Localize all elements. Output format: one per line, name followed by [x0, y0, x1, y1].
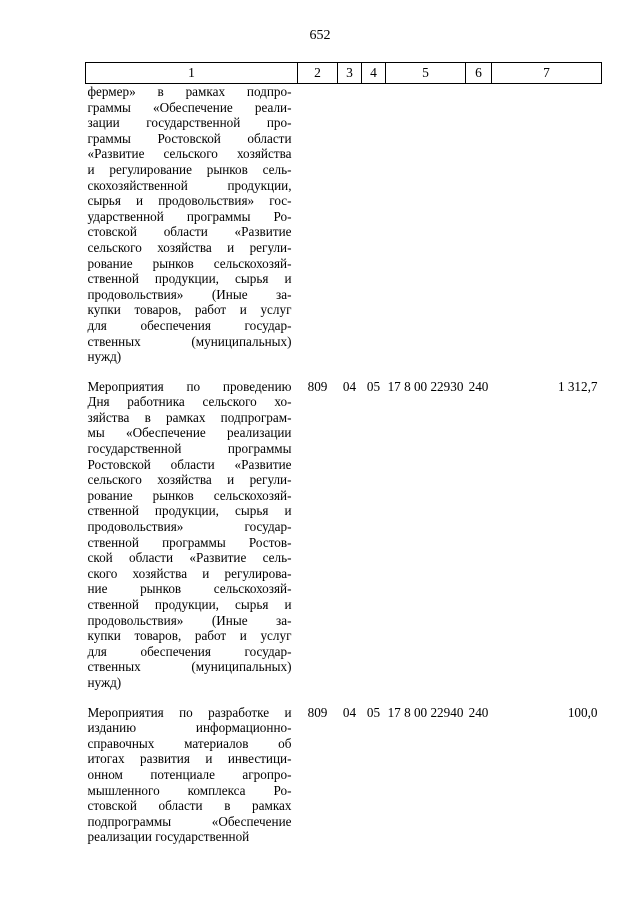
- description-line: для обеспечения государ-: [87, 643, 292, 659]
- cell-target-article: 17 8 00 22940: [387, 704, 464, 720]
- table-body: [86, 84, 602, 845]
- description-line: ственной продукции, сырья и: [87, 271, 292, 287]
- row-spacer: [86, 365, 602, 379]
- header-col-5: 5: [386, 63, 466, 84]
- row-description: [86, 705, 298, 845]
- cell-amount: 1 312,7: [557, 378, 598, 394]
- description-line: Мероприятия по разработке и: [87, 704, 292, 720]
- description-line: сельского хозяйства и регули-: [87, 239, 292, 255]
- description-line: Дня работника сельского хо-: [87, 394, 292, 410]
- cell-target-article: [386, 84, 466, 365]
- description-line: изданию информационно-: [87, 720, 292, 736]
- description-line: нужд): [87, 674, 122, 690]
- table-row: [86, 379, 602, 691]
- description-line: мышленного комплекса Ро-: [87, 782, 292, 798]
- description-line: зации государственной про-: [87, 115, 292, 131]
- cell-department: 809: [307, 378, 328, 394]
- header-col-4: 4: [362, 63, 386, 84]
- row-spacer-cell: [86, 365, 602, 379]
- description-line: ственной программы Ростов-: [87, 534, 292, 550]
- description-line: сырья и продовольствия» гос-: [87, 193, 292, 209]
- description-line: для обеспечения государ-: [87, 317, 292, 333]
- description-line: купки товаров, работ и услуг: [87, 628, 292, 644]
- cell-subsection: [362, 84, 386, 365]
- cell-expense-type: [466, 84, 492, 365]
- description-line: ственных (муниципальных): [87, 333, 292, 349]
- row-spacer-cell: [86, 691, 602, 705]
- header-col-7: 7: [492, 63, 602, 84]
- description-line: итогах развития и инвестици-: [87, 751, 292, 767]
- budget-table: [85, 62, 602, 845]
- description-line: подпрограммы «Обеспечение: [87, 813, 292, 829]
- description-line: стовской области «Развитие: [87, 224, 292, 240]
- cell-section: [338, 84, 362, 365]
- header-col-3: 3: [338, 63, 362, 84]
- description-line: стовской области в рамках: [87, 798, 292, 814]
- cell-expense-type: 240: [468, 704, 489, 720]
- cell-department: 809: [307, 704, 328, 720]
- description-line: продовольствия» (Иные за-: [87, 286, 292, 302]
- cell-target-article: 17 8 00 22930: [387, 378, 464, 394]
- description-line: ственной продукции, сырья и: [87, 503, 292, 519]
- cell-subsection: 05: [366, 378, 381, 394]
- header-col-6: 6: [466, 63, 492, 84]
- page-number: 652: [309, 28, 331, 43]
- row-description: [86, 84, 298, 365]
- description-line: Мероприятия по проведению: [87, 378, 292, 394]
- description-line: ударственной программы Ро-: [87, 208, 292, 224]
- description-line: рование рынков сельскохозяй-: [87, 255, 292, 271]
- description-line: фермер» в рамках подпро-: [87, 84, 292, 99]
- description-line: ской области «Развитие сель-: [87, 550, 292, 566]
- description-line: ние рынков сельскохозяй-: [87, 581, 292, 597]
- description-line: и регулирование рынков сель-: [87, 161, 292, 177]
- cell-department: [298, 84, 338, 365]
- description-line: справочных материалов об: [87, 735, 292, 751]
- description-line: ственной продукции, сырья и: [87, 597, 292, 612]
- description-line: зяйства в рамках подпрограм-: [87, 409, 292, 425]
- description-line: граммы «Обеспечение реали-: [87, 99, 292, 115]
- table-row: [86, 705, 602, 845]
- description-line: реализации государственной: [87, 829, 250, 845]
- cell-subsection: 05: [366, 704, 381, 720]
- table-row: [86, 84, 602, 365]
- description-line: онном потенциале агропро-: [87, 766, 292, 782]
- description-line: рование рынков сельскохозяй-: [87, 487, 292, 503]
- cell-expense-type: 240: [468, 378, 489, 394]
- description-line: продовольствия» государ-: [87, 519, 292, 535]
- cell-amount: [492, 84, 602, 365]
- description-line: скохозяйственной продукции,: [87, 177, 292, 193]
- header-col-2: 2: [298, 63, 338, 84]
- row-spacer: [86, 691, 602, 705]
- description-line: Ростовской области «Развитие: [87, 456, 292, 472]
- header-row: [86, 63, 602, 84]
- description-line: ственных (муниципальных): [87, 659, 292, 675]
- description-line: граммы Ростовской области: [87, 130, 292, 146]
- description-line: продовольствия» (Иные за-: [87, 612, 292, 628]
- description-line: «Развитие сельского хозяйства: [87, 146, 292, 162]
- description-line: ского хозяйства и регулирова-: [87, 565, 292, 581]
- description-line: государственной программы: [87, 441, 292, 457]
- description-line: сельского хозяйства и регули-: [87, 472, 292, 488]
- cell-section: 04: [342, 704, 357, 720]
- description-line: купки товаров, работ и услуг: [87, 302, 292, 318]
- row-description: [86, 379, 298, 691]
- header-col-1: 1: [86, 63, 298, 84]
- description-line: мы «Обеспечение реализации: [87, 425, 292, 441]
- cell-section: 04: [342, 378, 357, 394]
- cell-amount: 100,0: [567, 704, 598, 720]
- description-line: нужд): [87, 349, 122, 365]
